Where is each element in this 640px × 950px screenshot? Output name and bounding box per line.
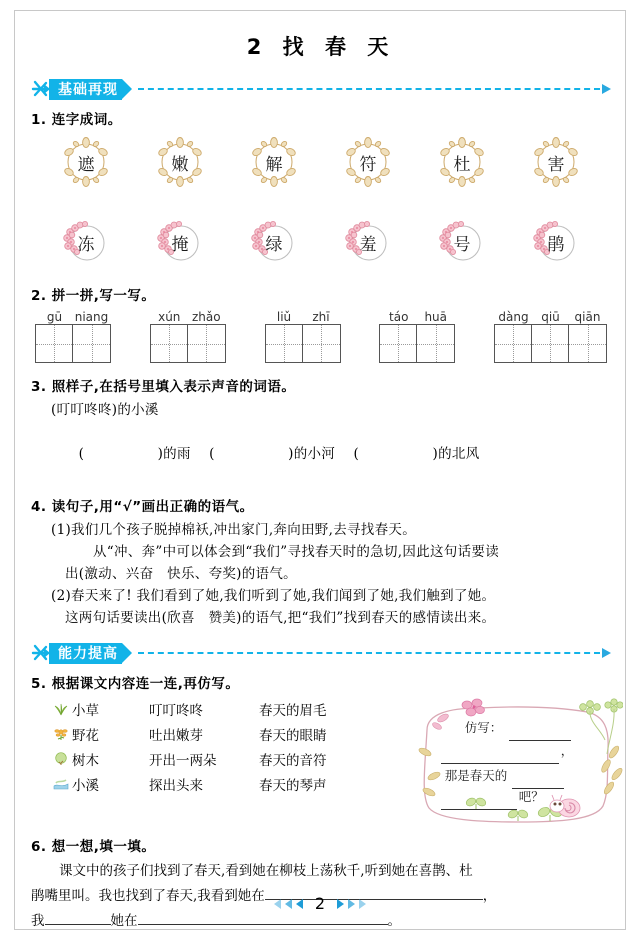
q5-writing-box[interactable] — [409, 696, 611, 831]
section-header-basics — [31, 77, 611, 101]
match-col3[interactable]: 春天的眉毛 — [259, 702, 327, 719]
char-blossom[interactable] — [246, 214, 302, 270]
match-row — [53, 746, 403, 771]
match-label: 小溪 — [72, 777, 99, 794]
q3-number: 3. — [31, 379, 47, 395]
char-label: 号 — [453, 234, 471, 255]
char-label: 害 — [547, 154, 565, 175]
char-blossom[interactable] — [434, 214, 490, 270]
pinyin-syllable: xún — [158, 310, 181, 324]
q5-number: 5. — [31, 676, 47, 692]
grid-cell[interactable] — [151, 325, 188, 362]
char-wreath[interactable] — [246, 134, 302, 190]
pinyin-syllable: qiū — [541, 310, 560, 324]
pinyin-labels — [151, 310, 225, 324]
char-label: 鹃 — [547, 234, 565, 255]
worksheet-page — [14, 10, 626, 930]
grid-cell[interactable] — [532, 325, 569, 362]
match-col1[interactable] — [53, 699, 149, 719]
q4-number: 4. — [31, 499, 47, 515]
match-row — [53, 696, 403, 721]
section-label: 能力提高 — [58, 646, 118, 662]
match-label: 小草 — [72, 702, 99, 719]
stream-icon — [53, 777, 69, 791]
grid-cell[interactable] — [569, 325, 606, 362]
page-title: 2 找 春 天 — [246, 35, 396, 59]
dash-divider — [138, 652, 600, 654]
tianzige-grid[interactable] — [265, 324, 341, 363]
writebox-prefix: 那是春天的 — [444, 768, 508, 783]
tianzige-grid[interactable] — [379, 324, 455, 363]
char-label: 杜 — [453, 154, 471, 175]
q4-explain-1a: 从“冲、奔”中可以体会到“我们”寻找春天时的急切,因此这句话要读 — [93, 544, 499, 560]
question-5-prompt — [31, 672, 611, 692]
q1-text: 连字成词。 — [51, 112, 122, 128]
pinyin-group — [150, 310, 226, 363]
writebox-blank-4[interactable] — [441, 797, 517, 810]
q3-blank-1[interactable]: ( )的雨 — [78, 446, 191, 462]
arrow-left-icon — [274, 899, 281, 909]
match-col1[interactable] — [53, 749, 149, 769]
q6-line3-c: 。 — [387, 913, 401, 929]
char-label: 符 — [359, 154, 377, 175]
pinyin-syllable: zhī — [312, 310, 330, 324]
char-wreath[interactable] — [152, 134, 208, 190]
q3-blank-row — [31, 421, 611, 487]
char-label: 掩 — [171, 234, 189, 255]
section-banner-advanced — [49, 643, 122, 664]
grid-cell[interactable] — [417, 325, 454, 362]
match-label: 野花 — [72, 727, 99, 744]
writebox-blank-2[interactable] — [441, 751, 559, 764]
q3-text: 照样子,在括号里填入表示声音的词语。 — [51, 379, 296, 395]
q6-line2-comma: ， — [482, 888, 497, 904]
pinyin-labels — [36, 310, 110, 324]
pinyin-syllable: gū — [46, 310, 63, 324]
pinyin-labels — [380, 310, 454, 324]
section-header-advanced — [31, 641, 611, 665]
pinyin-syllable: qiān — [574, 310, 601, 324]
pinyin-group — [494, 310, 607, 363]
match-col3[interactable]: 春天的眼睛 — [259, 727, 327, 744]
match-col2[interactable]: 开出一两朵 — [149, 752, 217, 769]
q6-number: 6. — [31, 839, 47, 855]
pinyin-syllable: dàng — [498, 310, 529, 324]
q1-row-bottom — [31, 214, 611, 270]
q4-explain-1b[interactable]: 出(激动、兴奋 快乐、夸奖)的语气。 — [65, 566, 297, 582]
match-row — [53, 721, 403, 746]
pinyin-syllable: táo — [389, 310, 409, 324]
match-col1[interactable] — [53, 724, 149, 744]
arrow-left-icon — [285, 899, 292, 909]
writebox-blank-1[interactable] — [509, 728, 571, 741]
char-label: 解 — [265, 154, 283, 175]
match-col2[interactable]: 叮叮咚咚 — [149, 702, 203, 719]
match-col2[interactable]: 吐出嫩芽 — [149, 727, 203, 744]
arrow-right-icon — [602, 648, 611, 658]
flower-icon — [53, 727, 69, 741]
q3-blank-2[interactable]: ( )的小河 — [209, 446, 336, 462]
q6-line3-a: 我 — [31, 913, 45, 929]
question-4-prompt — [31, 495, 611, 515]
q4-sentence-1: (1)我们几个孩子脱掉棉袄,冲出家门,奔向田野,去寻找春天。 — [51, 522, 416, 538]
match-col3[interactable]: 春天的琴声 — [259, 777, 327, 794]
tianzige-grid[interactable] — [35, 324, 111, 363]
char-label: 冻 — [77, 234, 95, 255]
tianzige-grid[interactable] — [150, 324, 226, 363]
char-label: 嫩 — [171, 154, 189, 175]
match-col1[interactable] — [53, 774, 149, 794]
char-label: 遮 — [77, 154, 95, 175]
tree-icon — [53, 752, 69, 766]
question-3-prompt — [31, 375, 611, 395]
char-label: 羞 — [359, 234, 377, 255]
q6-blank-2[interactable] — [45, 912, 111, 925]
arrow-left-icon — [296, 899, 303, 909]
q4-explain-2a[interactable]: 这两句话要读出(欣喜 赞美)的语气,把“我们”找到春天的感情读出来。 — [65, 610, 496, 626]
q1-row-top — [31, 134, 611, 190]
q3-example: (叮叮咚咚)的小溪 — [51, 402, 159, 418]
section-label: 基础再现 — [58, 82, 118, 98]
starburst-icon — [31, 643, 51, 663]
grid-cell[interactable] — [303, 325, 340, 362]
q2-number: 2. — [31, 288, 47, 304]
char-blossom[interactable] — [152, 214, 208, 270]
char-wreath[interactable] — [528, 134, 584, 190]
writebox-label: 仿写： — [464, 720, 503, 735]
page-number: 2 — [314, 894, 326, 913]
page-footer — [15, 894, 625, 913]
question-2-prompt — [31, 284, 611, 304]
char-wreath[interactable] — [340, 134, 396, 190]
match-col3[interactable]: 春天的音符 — [259, 752, 327, 769]
starburst-icon — [31, 79, 51, 99]
question-1-prompt — [31, 108, 611, 128]
char-label: 绿 — [265, 234, 283, 255]
q4-item-2 — [31, 585, 611, 629]
arrow-right-icon — [337, 899, 344, 909]
grid-cell[interactable] — [73, 325, 110, 362]
q2-writing-grids — [31, 310, 611, 363]
char-blossom[interactable] — [528, 214, 584, 270]
q6-line3-b: 她在 — [110, 913, 138, 929]
char-wreath[interactable] — [58, 134, 114, 190]
grass-icon — [53, 702, 69, 716]
writebox-suffix: 吧？ — [518, 789, 544, 804]
q1-number: 1. — [31, 112, 47, 128]
q5-body — [31, 696, 611, 831]
q4-text: 读句子,用“√”画出正确的语气。 — [51, 499, 254, 515]
writebox-comma: ， — [560, 743, 574, 758]
q6-line2-text: 鹃嘴里叫。我也找到了春天,我看到她在 — [31, 888, 265, 904]
grid-cell[interactable] — [495, 325, 532, 362]
grid-cell[interactable] — [380, 325, 417, 362]
pinyin-group — [265, 310, 341, 363]
grid-cell[interactable] — [266, 325, 303, 362]
dash-divider — [138, 88, 600, 90]
pinyin-syllable: liǔ — [276, 310, 292, 324]
q5-text: 根据课文内容连一连,再仿写。 — [51, 676, 240, 692]
arrow-right-icon — [348, 899, 355, 909]
char-wreath[interactable] — [434, 134, 490, 190]
q6-blank-3[interactable] — [138, 912, 388, 925]
pinyin-labels — [495, 310, 606, 324]
match-row — [53, 771, 403, 796]
pinyin-syllable: huā — [424, 310, 448, 324]
question-6-prompt — [31, 835, 611, 855]
section-banner-basics — [49, 79, 122, 100]
match-label: 树木 — [72, 752, 99, 769]
arrow-right-icon — [602, 84, 611, 94]
q4-item-1 — [31, 519, 611, 585]
pinyin-group — [379, 310, 455, 363]
page-content — [31, 19, 611, 934]
q6-line-1: 课文中的孩子们找到了春天,看到她在柳枝上荡秋千,听到她在喜鹊、杜 — [59, 863, 473, 879]
q3-blank-3[interactable]: ( )的北风 — [353, 446, 480, 462]
q6-text: 想一想,填一填。 — [51, 839, 156, 855]
tianzige-grid[interactable] — [494, 324, 607, 363]
q5-match-columns — [31, 696, 403, 831]
pinyin-labels — [266, 310, 340, 324]
pinyin-syllable: zhǎo — [191, 310, 221, 324]
match-col2[interactable]: 探出头来 — [149, 777, 203, 794]
grid-cell[interactable] — [36, 325, 73, 362]
char-blossom[interactable] — [340, 214, 396, 270]
char-blossom[interactable] — [58, 214, 114, 270]
q2-text: 拼一拼,写一写。 — [51, 288, 156, 304]
pinyin-syllable: niang — [74, 310, 109, 324]
q4-sentence-2: (2)春天来了! 我们看到了她,我们听到了她,我们闻到了她,我们触到了她。 — [51, 588, 496, 604]
pinyin-group — [35, 310, 111, 363]
arrow-right-icon — [359, 899, 366, 909]
grid-cell[interactable] — [188, 325, 225, 362]
